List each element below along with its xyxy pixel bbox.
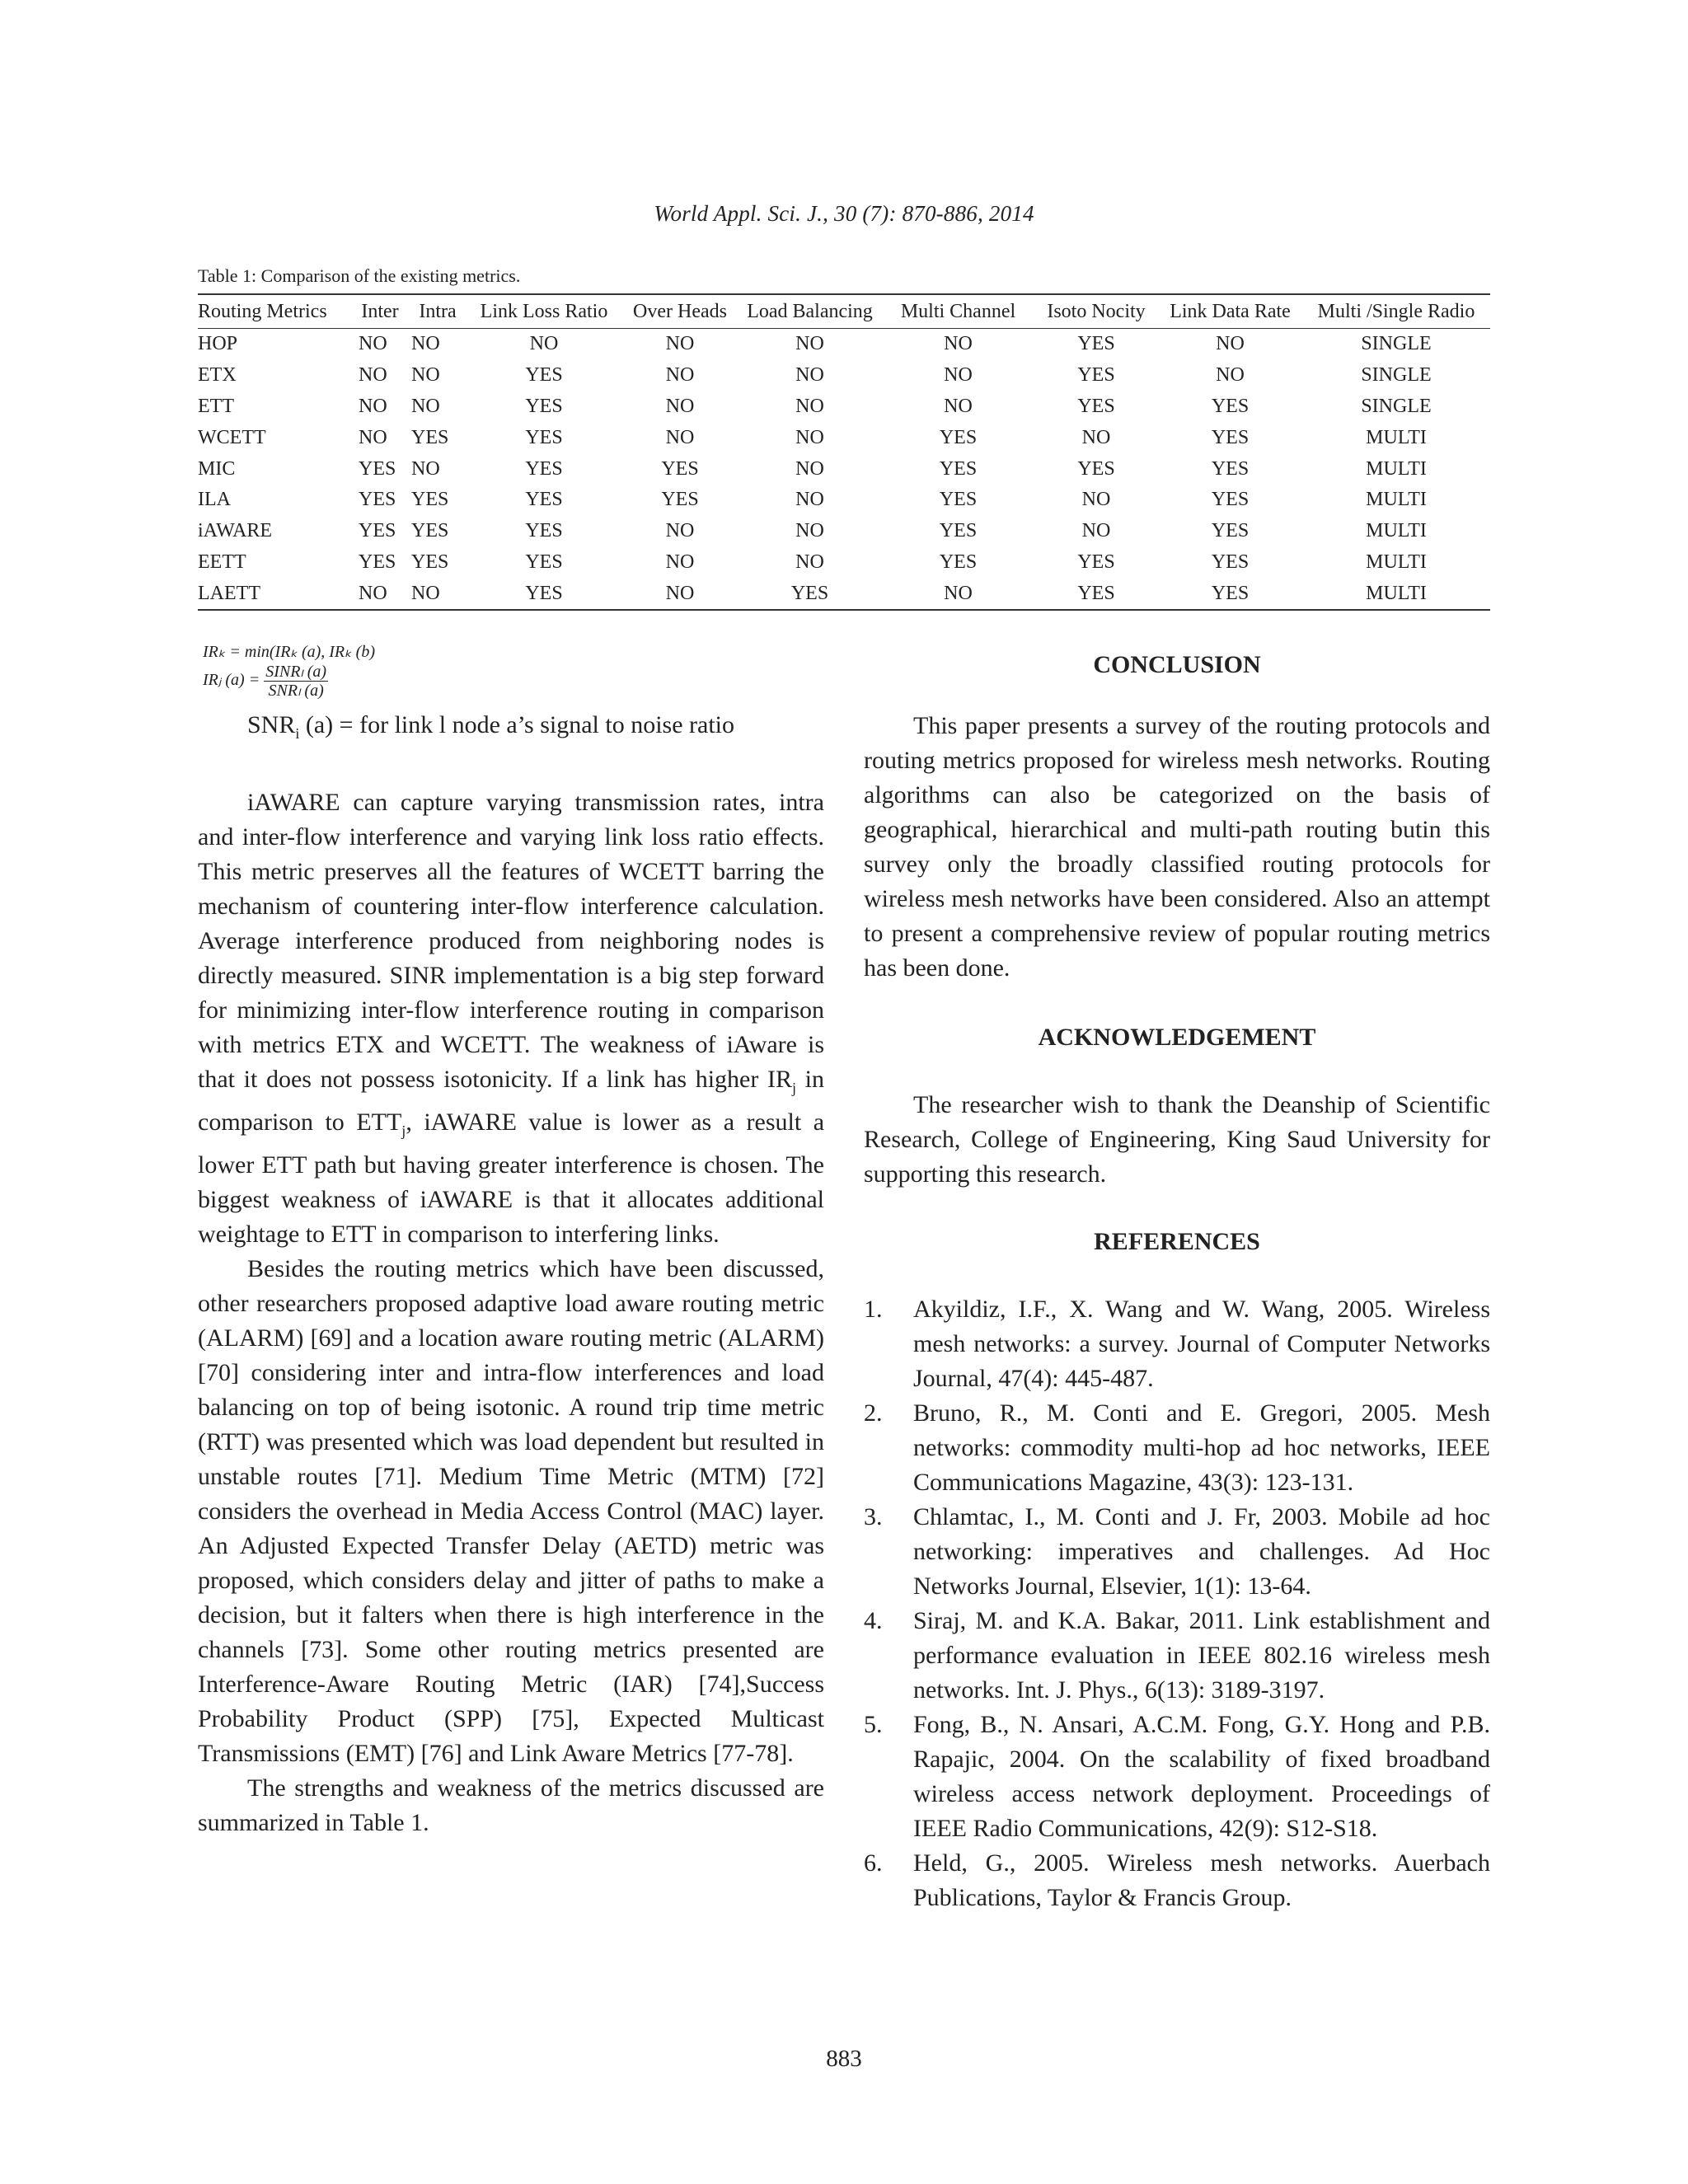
table-cell: MULTI: [1366, 520, 1427, 542]
table-row: [198, 329, 1490, 360]
table-cell: YES: [525, 364, 563, 387]
table-cell: YES: [359, 489, 396, 511]
metrics-comparison-table: [198, 293, 1490, 611]
table-cell: YES: [939, 426, 978, 448]
table-cell: YES: [1211, 395, 1250, 417]
table-cell: WCETT: [198, 426, 266, 448]
paragraph-summary: The strengths and weakness of the metrics discussed are summarized in Table 1.: [198, 1774, 824, 1836]
paragraph-iaware-part3: , iAWARE value is lower as a result a lower ETT path but having greater interference is chosen. The biggest weakness of iAWARE is that it allocates additional weightage to ETT in comparison to interfering links.: [198, 1108, 825, 1248]
table-cell: YES: [411, 551, 449, 573]
table-cell: NO: [1081, 426, 1111, 448]
reference-number: 3.: [864, 1503, 883, 1530]
table-cell: YES: [1077, 395, 1115, 417]
reference-text: Akyildiz, I.F., X. Wang and W. Wang, 2005. Wireless mesh networks: a survey. Journal of Computer Networks Journal, 47(4): 445-487.: [913, 1296, 1490, 1392]
table-header-cell: Intra: [410, 294, 466, 329]
acknowledgement-text: The researcher wish to thank the Deanship of Scientific Research, College of Engineering, King Saud University for supporting this research.: [864, 1091, 1490, 1188]
reference-item: [864, 1292, 1490, 1396]
table-row: [198, 547, 1490, 579]
table-cell: YES: [1211, 489, 1250, 511]
table-cell: MULTI: [1366, 426, 1427, 448]
running-header: World Appl. Sci. J., 30 (7): 870-886, 2014: [654, 201, 1034, 226]
snr-text: (a) = for link l node a’s signal to noise ratio: [299, 711, 735, 738]
paragraph-iaware-part2: in comparison to ETT: [198, 1066, 824, 1136]
conclusion-text: This paper presents a survey of the routing protocols and routing metrics proposed for wireless mesh networks. Routing algorithms can also be categorized on the basis of geographical, hierarchical and multi-path routing butin this survey only the broadly classified routing protocols for wireless mesh networks have been considered. Also an attempt to present a comprehensive review of popular routing metrics has been done.: [864, 712, 1490, 982]
ir-subscript: j: [791, 1080, 796, 1096]
table-cell: NO: [944, 333, 973, 355]
table-cell: YES: [525, 582, 563, 604]
table-cell: NO: [411, 333, 440, 355]
table-cell: HOP: [198, 333, 238, 355]
table-cell: MULTI: [1366, 489, 1427, 511]
paragraph-iaware: [198, 785, 824, 1252]
table-cell: YES: [1211, 582, 1250, 604]
table-cell: YES: [1077, 582, 1115, 604]
table-cell: NO: [795, 457, 824, 480]
table-row: [198, 391, 1490, 423]
reference-item: [864, 1846, 1490, 1915]
table-cell: NO: [795, 489, 824, 511]
table-cell: NO: [665, 582, 695, 604]
reference-item: [864, 1708, 1490, 1846]
table-body: [198, 329, 1490, 611]
table-cell: YES: [939, 551, 978, 573]
table-cell: MULTI: [1366, 582, 1427, 604]
table-cell: YES: [661, 457, 699, 480]
table-header-cell: Routing Metrics: [198, 294, 350, 329]
equation-2-lhs: IRⱼ (a) =: [203, 671, 260, 690]
table-cell: NO: [665, 520, 695, 542]
equation-1: IRₖ = min(IRₖ (a), IRₖ (b): [203, 643, 375, 661]
reference-text: Held, G., 2005. Wireless mesh networks. Auerbach Publications, Taylor & Francis Group.: [913, 1849, 1490, 1911]
table-cell: NO: [411, 457, 440, 480]
table-cell: iAWARE: [198, 520, 273, 542]
table-cell: YES: [525, 551, 563, 573]
table-cell: NO: [359, 582, 387, 604]
right-column: [864, 643, 1490, 1915]
table-cell: YES: [939, 457, 978, 480]
table-cell: YES: [525, 489, 563, 511]
equation-2: [203, 663, 824, 700]
table-cell: NO: [795, 551, 824, 573]
table-header-cell: Link Data Rate: [1158, 294, 1302, 329]
table-cell: NO: [795, 426, 824, 448]
reference-number: 1.: [864, 1296, 883, 1323]
table-cell: YES: [525, 395, 563, 417]
table-cell: EETT: [198, 551, 246, 573]
table-cell: YES: [790, 582, 829, 604]
table-cell: NO: [359, 364, 387, 387]
table-cell: YES: [359, 457, 396, 480]
table-cell: YES: [359, 520, 396, 542]
snr-label: SNR: [247, 711, 296, 738]
reference-list: [864, 1292, 1490, 1915]
table-caption: Table 1: Comparison of the existing metrics.: [198, 265, 521, 286]
table-cell: YES: [1211, 551, 1250, 573]
reference-item: [864, 1500, 1490, 1604]
table-cell: ETX: [198, 364, 237, 387]
equation-2-fraction: [264, 663, 328, 700]
table-cell: NO: [795, 395, 824, 417]
table-cell: YES: [1077, 333, 1115, 355]
table-cell: YES: [1211, 520, 1250, 542]
table-cell: NO: [359, 426, 387, 448]
table-cell: YES: [939, 489, 978, 511]
table-cell: MULTI: [1366, 551, 1427, 573]
table-row: [198, 453, 1490, 485]
table-cell: YES: [1077, 457, 1115, 480]
table-cell: YES: [1211, 426, 1250, 448]
reference-item: [864, 1396, 1490, 1500]
table-cell: SINGLE: [1361, 395, 1432, 417]
reference-text: Bruno, R., M. Conti and E. Gregori, 2005. Mesh networks: commodity multi-hop ad hoc networks, IEEE Communications Magazine, 43(3): 123-131.: [913, 1399, 1490, 1496]
ett-subscript: j: [401, 1122, 406, 1139]
table-cell: MIC: [198, 457, 236, 480]
table-cell: NO: [944, 395, 973, 417]
table-header-cell: Multi /Single Radio: [1302, 294, 1490, 329]
table-cell: YES: [939, 520, 978, 542]
reference-text: Siraj, M. and K.A. Bakar, 2011. Link establishment and performance evaluation in IEEE 802.16 wireless mesh networks. Int. J. Phys., 6(13): 3189-3197.: [913, 1607, 1490, 1704]
paragraph-iaware-part1: iAWARE can capture varying transmission rates, intra and inter-flow interference and varying link loss ratio effects. This metric preserves all the features of WCETT barring the mechanism of countering inter-flow interference calculation. Average interference produced from neighboring nodes is directly measured. SINR implementation is a big step forward for minimizing inter-flow interference routing in comparison with metrics ETX and WCETT. The weakness of iAware is that it does not possess isotonicity. If a link has higher IR: [198, 789, 824, 1093]
table-cell: NO: [795, 364, 824, 387]
table-cell: NO: [411, 582, 440, 604]
table-row: [198, 578, 1490, 610]
table-header-cell: Link Loss Ratio: [466, 294, 622, 329]
left-column: [198, 643, 824, 1840]
page-number: 883: [826, 2046, 862, 2072]
equation-2-denominator: SNRₗ (a): [268, 682, 324, 700]
table-cell: NO: [411, 364, 440, 387]
table-cell: NO: [1081, 489, 1111, 511]
table-cell: NO: [665, 333, 695, 355]
table-header-cell: Over Heads: [622, 294, 738, 329]
table-cell: NO: [665, 395, 695, 417]
table-cell: NO: [795, 333, 824, 355]
table-cell: ETT: [198, 395, 234, 417]
reference-number: 2.: [864, 1399, 883, 1427]
table-row: [198, 516, 1490, 547]
paragraph-other-metrics: Besides the routing metrics which have been discussed, other researchers proposed adaptive load aware routing metric (ALARM) [69] and a location aware routing metric (ALARM) [70] considering inter and intra-flow interferences and load balancing on top of being isotonic. A round trip time metric (RTT) was presented which was load dependent but resulted in unstable routes [71]. Medium Time Metric (MTM) [72] considers the overhead in Media Access Control (MAC) layer. An Adjusted Expected Transfer Delay (AETD) metric was proposed, which considers delay and jitter of paths to make a decision, but it falters when there is high interference in the channels [73]. Some other routing metrics presented are Interference-Aware Routing Metric (IAR) [74],Success Probability Product (SPP) [75], Expected Multicast Transmissions (EMT) [76] and Link Aware Metrics [77-78].: [198, 1255, 824, 1767]
table-cell: YES: [1077, 551, 1115, 573]
reference-number: 4.: [864, 1607, 883, 1634]
table-cell: NO: [665, 426, 695, 448]
table-cell: YES: [1211, 457, 1250, 480]
table-row: [198, 360, 1490, 391]
table-cell: SINGLE: [1361, 364, 1432, 387]
table-header-cell: Isoto Nocity: [1034, 294, 1158, 329]
table-cell: NO: [1216, 333, 1245, 355]
reference-number: 6.: [864, 1849, 883, 1877]
table-header-cell: Inter: [350, 294, 410, 329]
reference-number: 5.: [864, 1711, 883, 1738]
table-cell: SINGLE: [1361, 333, 1432, 355]
reference-text: Fong, B., N. Ansari, A.C.M. Fong, G.Y. Hong and P.B. Rapajic, 2004. On the scalability of fixed broadband wireless access network deployment. Proceedings of IEEE Radio Communications, 42(9): S12-S18.: [913, 1711, 1490, 1842]
snr-subscript: i: [295, 725, 300, 742]
equation-2-numerator: SINRₗ (a): [265, 663, 327, 681]
table-cell: NO: [795, 520, 824, 542]
references-heading: REFERENCES: [1094, 1228, 1260, 1255]
table-cell: NO: [359, 395, 387, 417]
table-cell: MULTI: [1366, 457, 1427, 480]
table-cell: ILA: [198, 489, 231, 511]
table-header-row: [198, 294, 1490, 329]
table-cell: YES: [1077, 364, 1115, 387]
table-cell: NO: [359, 333, 387, 355]
table-header-cell: Load Balancing: [738, 294, 882, 329]
table-cell: YES: [411, 520, 449, 542]
table-row: [198, 422, 1490, 453]
conclusion-heading: CONCLUSION: [1093, 651, 1261, 678]
table-cell: YES: [525, 457, 563, 480]
acknowledgement-heading: ACKNOWLEDGEMENT: [1038, 1024, 1316, 1051]
table-cell: YES: [411, 489, 449, 511]
table-cell: NO: [529, 333, 559, 355]
table-cell: YES: [525, 426, 563, 448]
table-cell: LAETT: [198, 582, 260, 604]
reference-item: [864, 1604, 1490, 1708]
reference-text: Chlamtac, I., M. Conti and J. Fr, 2003. Mobile ad hoc networking: imperatives and challenges. Ad Hoc Networks Journal, Elsevier, 1(1): 13-64.: [913, 1503, 1490, 1600]
snr-definition: [247, 708, 824, 751]
table-cell: NO: [1216, 364, 1245, 387]
table-row: [198, 485, 1490, 516]
table-cell: YES: [661, 489, 699, 511]
table-header-cell: Multi Channel: [882, 294, 1034, 329]
table-cell: YES: [359, 551, 396, 573]
table-cell: YES: [525, 520, 563, 542]
table-cell: NO: [411, 395, 440, 417]
table-cell: NO: [665, 551, 695, 573]
table-cell: NO: [1081, 520, 1111, 542]
table-cell: NO: [944, 582, 973, 604]
table-cell: YES: [411, 426, 449, 448]
table-cell: NO: [665, 364, 695, 387]
table-cell: NO: [944, 364, 973, 387]
